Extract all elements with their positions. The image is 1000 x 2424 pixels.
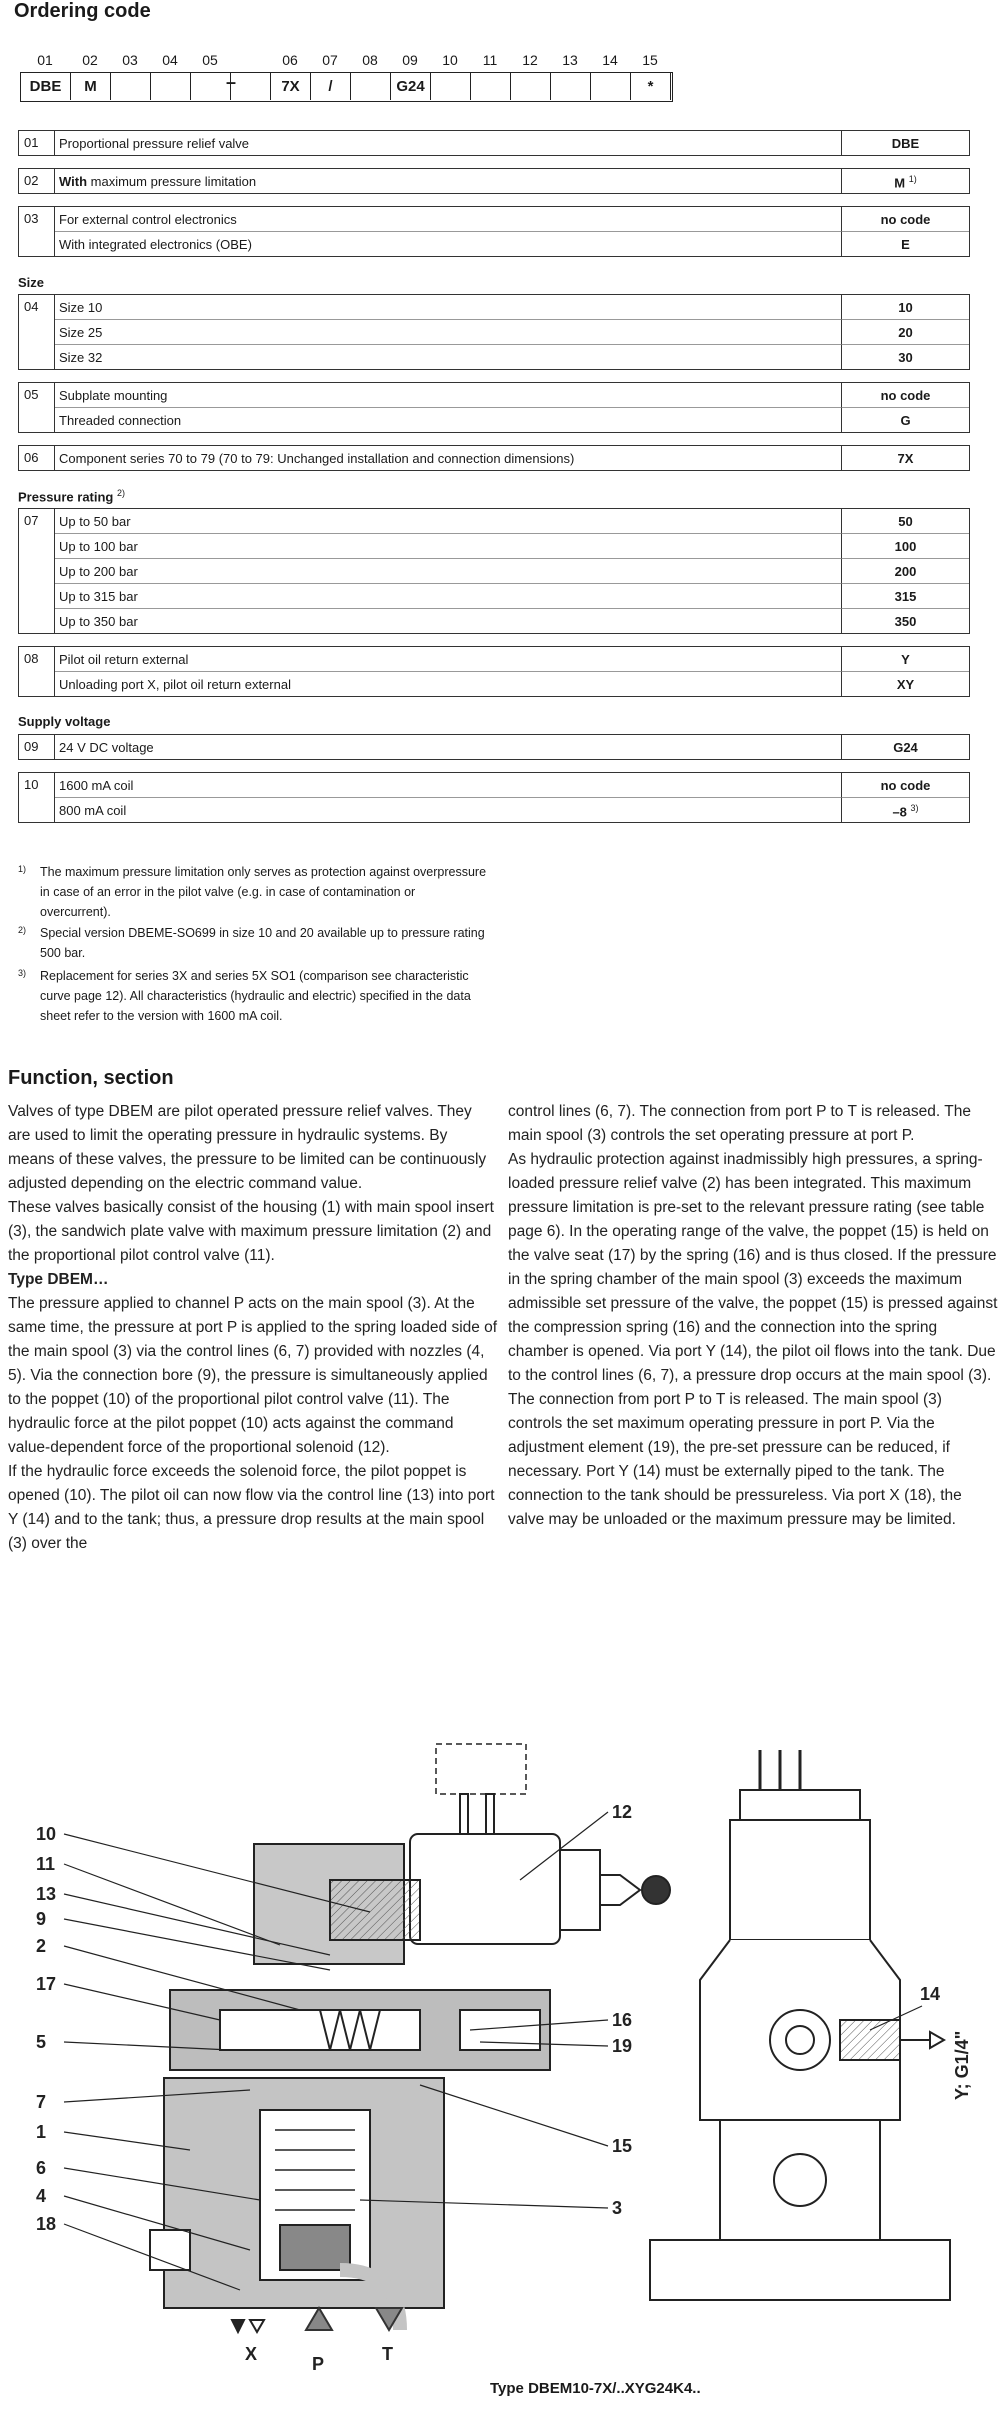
callout-label: 11 bbox=[36, 1854, 56, 1874]
group-number: 03 bbox=[19, 207, 55, 256]
valve-section-drawing bbox=[0, 1730, 1000, 2390]
option-description: Unloading port X, pilot oil return external bbox=[59, 677, 291, 692]
callout-label: 4 bbox=[36, 2186, 47, 2206]
callout-leader bbox=[420, 2085, 608, 2146]
option-description: Up to 200 bar bbox=[55, 559, 841, 584]
option-description: Up to 100 bar bbox=[55, 534, 841, 559]
group-03-table bbox=[18, 206, 970, 257]
side-view bbox=[650, 1750, 950, 2300]
group-08-table bbox=[18, 646, 970, 697]
group-05-table bbox=[18, 382, 970, 433]
size-title: Size bbox=[18, 275, 45, 290]
option-description: With integrated electronics (OBE) bbox=[59, 237, 252, 252]
code-box bbox=[351, 73, 391, 100]
callout-label: 6 bbox=[36, 2158, 47, 2178]
option-description: 24 V DC voltage bbox=[59, 740, 154, 755]
port-label: T bbox=[382, 2344, 393, 2364]
callout-label: 13 bbox=[36, 1884, 57, 1904]
group-number: 06 bbox=[19, 446, 55, 470]
group-07-table bbox=[18, 508, 970, 634]
option-code: 20 bbox=[841, 320, 969, 345]
option-code: 315 bbox=[841, 584, 969, 609]
right-text-column bbox=[508, 1100, 998, 1532]
group-02-table bbox=[18, 168, 970, 194]
callout-label: 15 bbox=[612, 2136, 633, 2156]
group-01-table bbox=[18, 130, 970, 156]
option-code: 7X bbox=[841, 446, 969, 471]
option-description: Component series 70 to 79 (70 to 79: Unchanged installation and connection dimensions) bbox=[59, 451, 575, 466]
callout-label: 16 bbox=[612, 2010, 633, 2030]
port-label: P bbox=[312, 2354, 325, 2374]
code-position-number: 13 bbox=[562, 52, 578, 68]
group-number: 02 bbox=[19, 169, 55, 193]
code-box bbox=[431, 73, 471, 100]
paragraph: As hydraulic protection against inadmissibly high pressures, a spring-loaded pressure relief valve (2) has been integrated. This maximum pressure limitation is pre-set to the relevant pressure rating (see table page 6). In the operating range of the valve, the poppet (15) is held on the valve seat (17) by the spring (16) and is thus closed. If the pressure in the spring chamber of the main spool (3) exceeds the maximum admissible set pressure of the valve, the poppet (15) is pressed against the compression spring (16) and the connection into the spring chamber is opened. Via port Y (14), the pilot oil flows into the tank. Due to the control lines (6, 7), a pressure drop occurs at the main spool (3). The connection from port P to T is released. The main spool (3) controls the set maximum operating pressure in port P. Via the adjustment element (19), the pre-set pressure can be reduced, if necessary. Port Y (14) must be externally piped to the tank. The connection to the tank should be pressureless. Via port X (18), the valve may be unloaded or the maximum pressure may be limited. bbox=[508, 1151, 998, 1528]
callout-label: 14 bbox=[920, 1984, 941, 2004]
code-position-number: 11 bbox=[482, 52, 498, 68]
option-description: Size 25 bbox=[55, 320, 841, 345]
supply-voltage-title: Supply voltage bbox=[18, 714, 111, 729]
option-description: 800 mA coil bbox=[59, 803, 127, 818]
paragraph: If the hydraulic force exceeds the solenoid force, the pilot poppet is opened (10). The pilot oil can now flow via the control line (13) into port Y (14) and to the tank; thus, a pressure drop results at the main spool (3) over the bbox=[8, 1463, 495, 1552]
callout-label: 19 bbox=[612, 2036, 633, 2056]
callout-label: 10 bbox=[36, 1824, 57, 1844]
callout-label: 12 bbox=[612, 1802, 633, 1822]
callout-label: 3 bbox=[612, 2198, 623, 2218]
code-box: M bbox=[71, 73, 111, 100]
group-number: 08 bbox=[19, 647, 55, 696]
group-10-table bbox=[18, 772, 970, 823]
code-box bbox=[111, 73, 151, 100]
option-code: G24 bbox=[841, 735, 969, 760]
subheading-type-dbem: Type DBEM… bbox=[8, 1271, 109, 1288]
option-description: Size 32 bbox=[59, 350, 103, 365]
callout-label: 17 bbox=[36, 1974, 57, 1994]
option-code: –8 $^{3)}$ bbox=[841, 798, 969, 823]
code-position-number: 15 bbox=[642, 52, 658, 68]
figure-caption: Type DBEM10-7X/..XYG24K4.. bbox=[490, 2380, 701, 2397]
option-description: Up to 50 bar bbox=[55, 509, 841, 534]
port-y-label: Y; G1/4" bbox=[952, 2030, 972, 2100]
callout-label: 7 bbox=[36, 2092, 47, 2112]
option-description: With maximum pressure limitation bbox=[59, 174, 257, 189]
option-description: Threaded connection bbox=[59, 413, 182, 428]
footnote-1: 1) The maximum pressure limitation only serves as protection against overpressure in case of an error in the pilot valve (e.g. in case of contamination or overcurrent). bbox=[18, 864, 487, 919]
callout-label: 5 bbox=[36, 2032, 47, 2052]
code-box bbox=[551, 73, 591, 100]
option-description: Up to 350 bar bbox=[59, 614, 138, 629]
ordering-code-heading: Ordering code bbox=[14, 0, 151, 22]
option-code: 50 bbox=[841, 509, 969, 534]
code-position-number: 04 bbox=[162, 52, 178, 68]
option-code: M $^{1)}$ bbox=[841, 169, 969, 194]
code-box: / bbox=[311, 73, 351, 100]
option-description: Subplate mounting bbox=[55, 383, 841, 408]
code-position-number: 05 bbox=[202, 52, 218, 68]
group-number: 10 bbox=[19, 773, 55, 822]
group-09-table bbox=[18, 734, 970, 760]
paragraph: control lines (6, 7). The connection from port P to T is released. The main spool (3) controls the set operating pressure at port P. bbox=[508, 1103, 971, 1144]
option-code: G bbox=[841, 408, 969, 433]
option-code: 100 bbox=[841, 534, 969, 559]
callout-label: 1 bbox=[36, 2122, 47, 2142]
callout-label: 18 bbox=[36, 2214, 57, 2234]
function-section-heading: Function, section bbox=[8, 1067, 174, 1089]
code-position-number: 14 bbox=[602, 52, 618, 68]
code-box bbox=[191, 73, 231, 100]
option-code: Y bbox=[841, 647, 969, 672]
code-position-number: 12 bbox=[522, 52, 538, 68]
option-code: 30 bbox=[841, 345, 969, 370]
option-description: For external control electronics bbox=[55, 207, 841, 232]
footnote-2: 2) Special version DBEME-SO699 in size 10 and 20 available up to pressure rating 500 bar. bbox=[18, 925, 485, 960]
callout-leader bbox=[64, 1864, 280, 1945]
code-box: G24 bbox=[391, 73, 431, 100]
group-06-table bbox=[18, 445, 970, 471]
code-position-number: 01 bbox=[37, 52, 53, 68]
option-description: Pilot oil return external bbox=[55, 647, 841, 672]
code-position-number: 09 bbox=[402, 52, 418, 68]
code-box bbox=[151, 73, 191, 100]
option-description: Proportional pressure relief valve bbox=[59, 136, 250, 151]
group-number: 07 bbox=[19, 509, 55, 633]
port-label: X bbox=[245, 2344, 258, 2364]
callout-label: 2 bbox=[36, 1936, 47, 1956]
group-number: 05 bbox=[19, 383, 55, 432]
code-box-gap bbox=[231, 73, 271, 100]
group-number: 04 bbox=[19, 295, 55, 369]
code-box: DBE bbox=[21, 73, 71, 100]
callout-label: 9 bbox=[36, 1909, 47, 1929]
code-box bbox=[511, 73, 551, 100]
option-code: 200 bbox=[841, 559, 969, 584]
code-box: * bbox=[631, 73, 671, 100]
option-code: DBE bbox=[841, 131, 969, 156]
code-position-number: 02 bbox=[82, 52, 98, 68]
option-code: no code bbox=[841, 773, 969, 798]
option-code: E bbox=[841, 232, 969, 257]
group-04-table bbox=[18, 294, 970, 370]
code-position-number: 06 bbox=[282, 52, 298, 68]
option-code: XY bbox=[841, 672, 969, 697]
option-description: Size 10 bbox=[55, 295, 841, 320]
code-position-number: 10 bbox=[442, 52, 458, 68]
option-code: no code bbox=[841, 207, 969, 232]
option-code: 10 bbox=[841, 295, 969, 320]
code-position-number: 08 bbox=[362, 52, 378, 68]
paragraph: The pressure applied to channel P acts on the main spool (3). At the same time, the pressure at port P is applied to the spring loaded side of the main spool (3) via the control lines (6, 7) provided with nozzles (4, 5). Via the connection bore (9), the pressure is simultaneously applied to the poppet (10) of the proportional pilot control valve (11). The hydraulic force at the pilot poppet (10) acts against the command value-dependent force of the proportional solenoid (12). bbox=[8, 1295, 498, 1456]
option-description: Up to 315 bar bbox=[55, 584, 841, 609]
pressure-rating-title: Pressure rating $^{2)}$ bbox=[18, 488, 126, 505]
group-number: 09 bbox=[19, 735, 55, 759]
code-position-number: 07 bbox=[322, 52, 338, 68]
option-description: 1600 mA coil bbox=[55, 773, 841, 798]
code-box: 7X bbox=[271, 73, 311, 100]
footnote-3: 3) Replacement for series 3X and series 5X SO1 (comparison see characteristic curve page 12). All characteristics (hydraulic and electric) specified in the data sheet refer to the version with 1600 mA coil. bbox=[18, 968, 471, 1023]
option-code: 350 bbox=[841, 609, 969, 634]
option-code: no code bbox=[841, 383, 969, 408]
code-boxes bbox=[20, 72, 673, 102]
code-box bbox=[591, 73, 631, 100]
paragraph: These valves basically consist of the housing (1) with main spool insert (3), the sandwich plate valve with maximum pressure limitation (2) and the proportional pilot control valve (11). bbox=[8, 1199, 494, 1264]
group-number: 01 bbox=[19, 131, 55, 155]
code-position-number: 03 bbox=[122, 52, 138, 68]
code-box bbox=[471, 73, 511, 100]
left-text-column bbox=[8, 1100, 498, 1556]
paragraph: Valves of type DBEM are pilot operated pressure relief valves. They are used to limit the operating pressure in hydraulic systems. By means of these valves, the pressure to be limited can be continuously adjusted depending on the electric command value. bbox=[8, 1103, 487, 1192]
code-dash: – bbox=[226, 72, 237, 92]
